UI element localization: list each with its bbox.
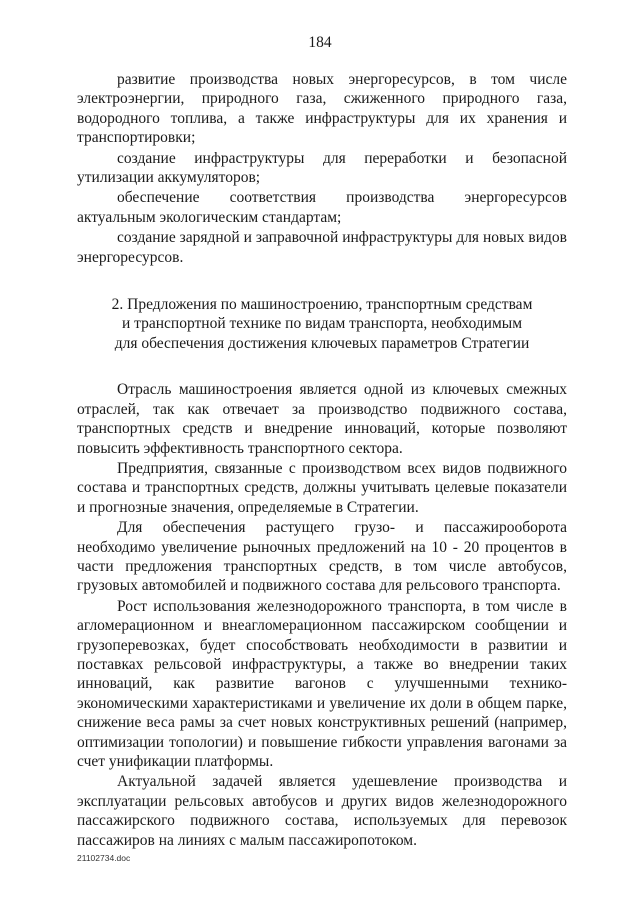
paragraph: Предприятия, связанные с производством всех видов подвижного состава и транспортных средств, должны учитывать целевые показатели и прогнозные значения, определяемые в Стратегии. (77, 459, 567, 516)
list-item: создание зарядной и заправочной инфраструктуры для новых видов энергоресурсов. (77, 229, 567, 266)
list-item: развитие производства новых энергоресурсов, в том числе электроэнергии, природного газа, сжиженного природного газа, водородного топлива, а также инфраструктуры для их хранения и транспортировки; (77, 71, 567, 147)
page-number: 184 (308, 34, 332, 51)
section-heading-line: для обеспечения достижения ключевых параметров Стратегии (114, 334, 530, 352)
paragraph: Актуальной задачей является удешевление производства и эксплуатации рельсовых автобусов и других видов железнодорожного пассажирского подвижного состава, используемых для перевозок пассажиров на линиях с малым пассажиропотоком. (77, 773, 567, 849)
paragraph: Для обеспечения растущего грузо- и пассажирооборота необходимо увеличение рыночных предложений на 10 - 20 процентов в части предложения транспортных средств, в том числе автобусов, грузовых автомобилей и подвижного состава для рельсового транспорта. (77, 519, 567, 595)
document-body (77, 70, 567, 850)
list-item: создание инфраструктуры для переработки и безопасной утилизации аккумуляторов; (77, 149, 567, 187)
paragraph: Рост использования железнодорожного транспорта, в том числе в агломерационном и внеагломерационном пассажирском сообщении и грузоперевозках, будет способствовать необходимости в развитии и поставках рельсовой инфраструктуры, а также во внедрении таких инноваций, как развитие вагонов с улучшенными технико-экономическими характеристиками и увеличение их доли в общем парке, снижение веса рамы за счет новых конструктивных решений (например, оптимизации топологии) и повышение гибкости управления вагонами за счет унификации платформы. (77, 597, 567, 770)
section-heading-line: 2. Предложения по машиностроению, транспортным средствам (111, 296, 533, 314)
list-item: обеспечение соответствия производства энергоресурсов актуальным экологическим стандартам; (77, 189, 567, 226)
section-heading (77, 295, 567, 353)
paragraph: Отрасль машиностроения является одной из ключевых смежных отраслей, так как отвечает за производство подвижного состава, транспортных средств и внедрение инноваций, которые позволяют повысить эффективность транспортного сектора. (77, 381, 567, 457)
section-heading-line: и транспортной технике по видам транспорта, необходимым (121, 315, 523, 333)
footer-filename: 21102734.doc (77, 853, 131, 863)
